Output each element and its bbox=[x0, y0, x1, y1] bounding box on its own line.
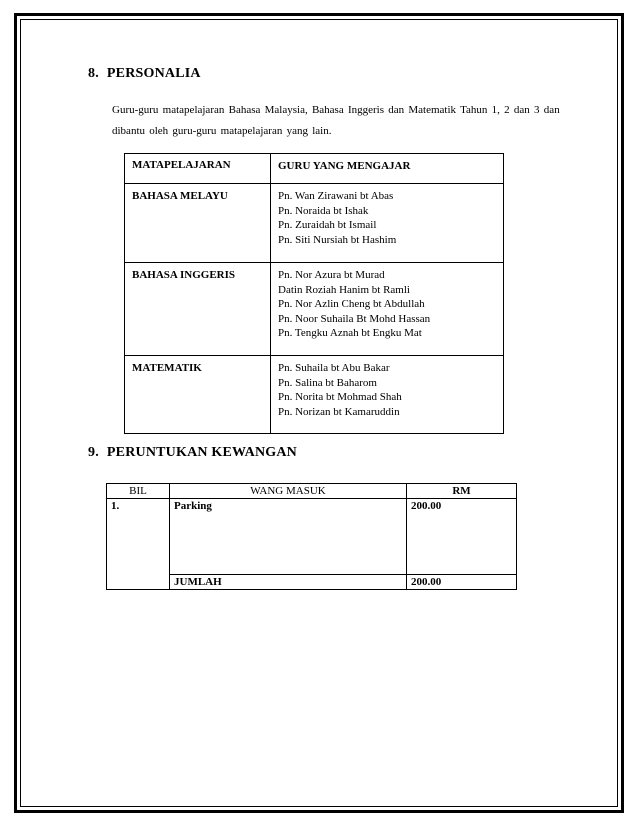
bil-cell: 1. bbox=[107, 499, 170, 590]
teachers-cell bbox=[271, 356, 504, 434]
teacher-name: Pn. Norita bt Mohmad Shah bbox=[278, 391, 402, 403]
teacher-name: Pn. Siti Nursiah bt Hashim bbox=[278, 233, 397, 246]
subject-label: BAHASA MELAYU bbox=[132, 190, 228, 202]
section-8-number: 8. bbox=[88, 66, 99, 81]
teacher-name: Pn. Nor Azlin Cheng bt Abdullah bbox=[278, 298, 425, 310]
section-8-heading bbox=[88, 66, 201, 82]
teacher-name: Pn. Zuraidah bt Ismail bbox=[278, 219, 377, 231]
teacher-name: Datin Roziah Hanim bt Ramli bbox=[278, 283, 410, 296]
table-row bbox=[125, 184, 504, 263]
subject-cell bbox=[125, 263, 271, 356]
subject-cell bbox=[125, 184, 271, 263]
teacher-name: Pn. Wan Zirawani bt Abas bbox=[278, 190, 394, 202]
header-wang-masuk: WANG MASUK bbox=[170, 484, 407, 499]
total-value: 200.00 bbox=[407, 575, 517, 590]
section-8-title: PERSONALIA bbox=[106, 66, 201, 81]
teacher-name: Pn. Norizan bt Kamaruddin bbox=[278, 405, 400, 418]
teacher-name: Pn. Noor Suhaila Bt Mohd Hassan bbox=[278, 312, 431, 325]
subject-label: BAHASA INGGERIS bbox=[132, 269, 236, 281]
table-header-row bbox=[125, 154, 504, 184]
wang-masuk-cell: Parking bbox=[170, 499, 407, 575]
header-guru-yang-mengajar: GURU YANG MENGAJAR bbox=[271, 154, 504, 184]
teacher-name: Pn. Noraida bt Ishak bbox=[278, 204, 369, 217]
section-8-paragraph: Guru-guru matapelajaran Bahasa Malaysia, Bahasa Inggeris dan Matematik Tahun 1, 2 dan 3 dan dibantu oleh guru-guru matapelajaran yang lain. bbox=[112, 104, 560, 137]
table-row bbox=[107, 499, 517, 575]
total-label: JUMLAH bbox=[170, 575, 407, 590]
table-row bbox=[125, 263, 504, 356]
table-row bbox=[125, 356, 504, 434]
teachers-cell bbox=[271, 184, 504, 263]
teachers-cell bbox=[271, 263, 504, 356]
section-9-title: PERUNTUKAN KEWANGAN bbox=[106, 445, 297, 460]
teacher-name: Pn. Nor Azura bt Murad bbox=[278, 269, 385, 281]
teacher-name: Pn. Tengku Aznah bt Engku Mat bbox=[278, 327, 422, 339]
subject-label: MATEMATIK bbox=[132, 362, 202, 374]
personalia-table bbox=[124, 153, 504, 434]
subject-cell bbox=[125, 356, 271, 434]
header-matapelajaran: MATAPELAJARAN bbox=[125, 154, 271, 184]
rm-cell: 200.00 bbox=[407, 499, 517, 575]
teacher-name: Pn. Suhaila bt Abu Bakar bbox=[278, 362, 390, 374]
kewangan-table bbox=[106, 483, 517, 590]
table-header-row bbox=[107, 484, 517, 499]
header-bil: BIL bbox=[107, 484, 170, 499]
header-rm: RM bbox=[407, 484, 517, 499]
section-9-number: 9. bbox=[88, 445, 99, 460]
section-9-heading bbox=[88, 445, 297, 461]
teacher-name: Pn. Salina bt Baharom bbox=[278, 376, 377, 389]
